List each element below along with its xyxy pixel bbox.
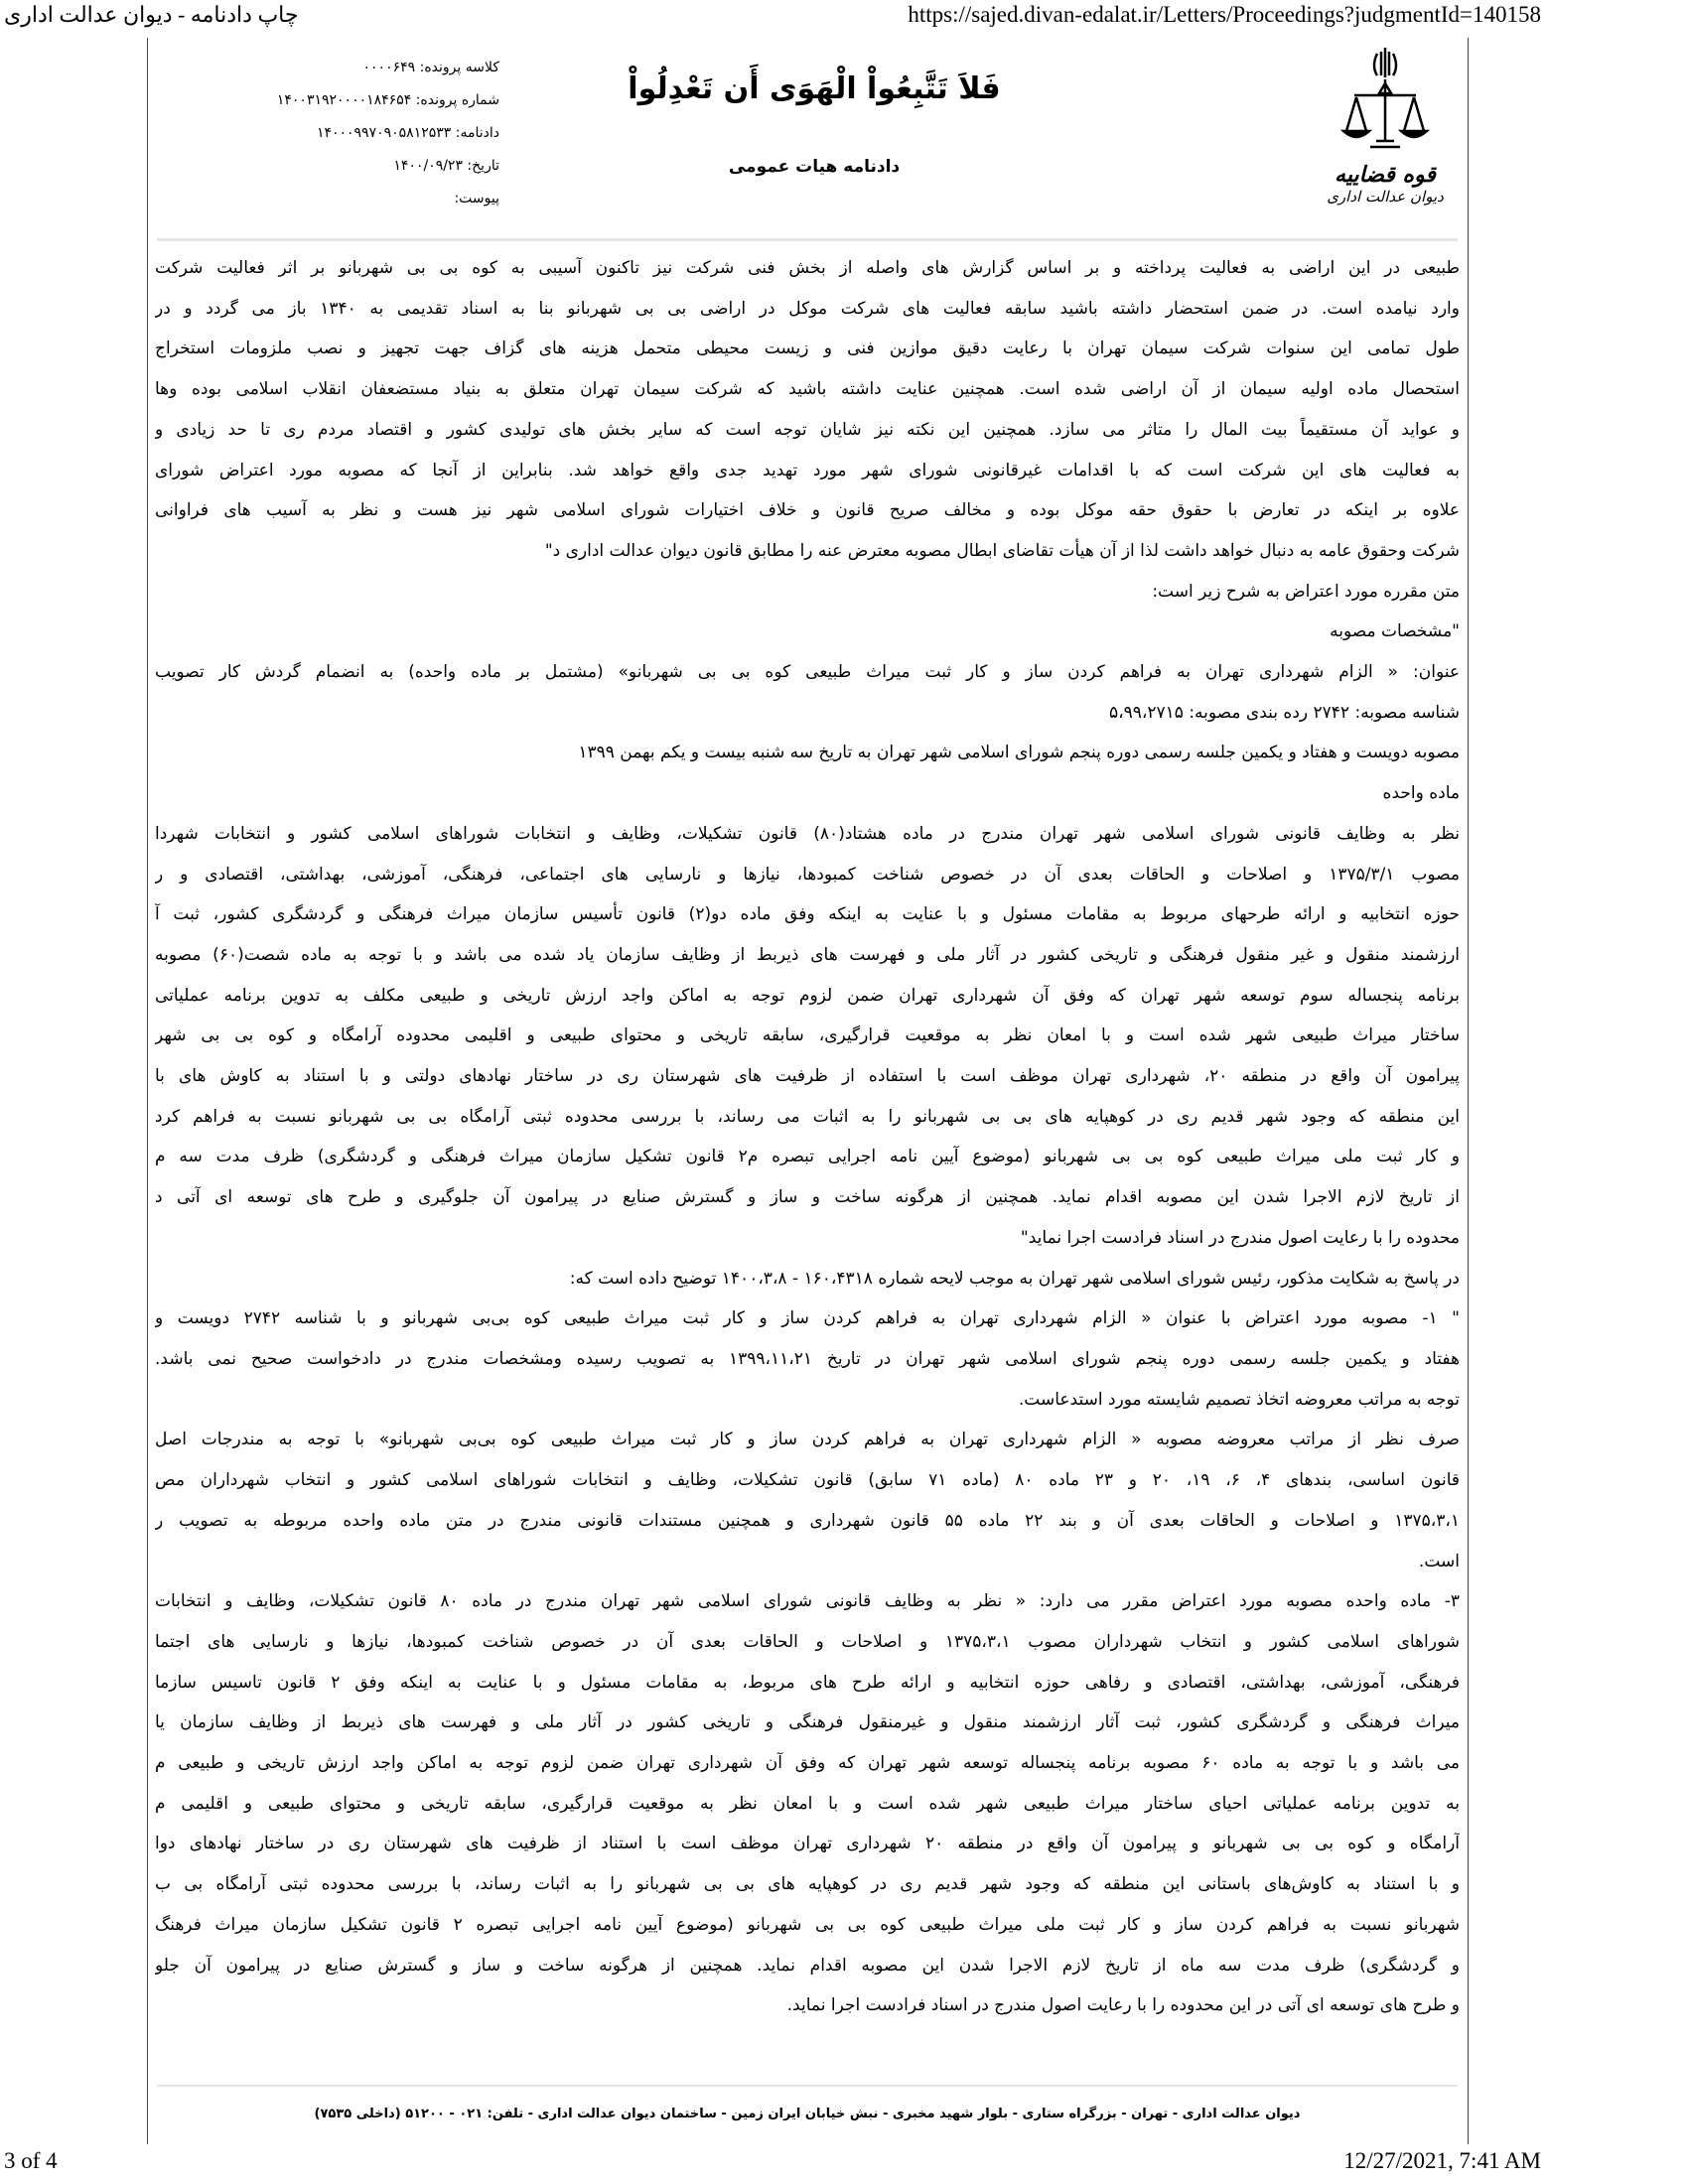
text-line: شهربانو نسبت به فراهم کردن ساز و کار ثبت ملی میراث طبیعی کوه بی بی شهربانو (موضوع آیین نامه اجرایی تبصره ۲ قانون تشکیل سازمان میراث فرهنگ [155,1914,1460,1935]
paragraph [155,773,1460,814]
text-line: در پاسخ به شکایت مذکور، رئیس شورای اسلامی شهر تهران به موجب لایحه شماره ۱۶۰،۴۳۱۸ - ۱۴۰۰،۳،۸ توضیح داده است که: [569,1268,1460,1289]
text-line: ارزشمند منقول و غیر منقول فرهنگی و تاریخی کشور در آثار ملی و فهرست های ذیربط از وظایف سازمان یاد شده می باشد و با توجه به ماده شصت(۶۰) مصوبه [155,944,1460,965]
text-line: به تدوین برنامه عملیاتی احیای ساختار میراث طبیعی شهر شده است و با امعان نظر به موقعیت قرارگیری، سابقه تاریخی و محتوای طبیعی و اقلیمی م [155,1793,1460,1814]
paragraph [155,733,1460,773]
footer-address: دیوان عدالت اداری - تهران - بزرگراه ستاری - بلوار شهید مخبری - نبش خیابان ایران زمین - ساختمان دیوان عدالت اداری - تلفن: ۰۲۱ - ۵۱۲۰۰ (داخلی ۷۵۳۵) [314,2107,1301,2121]
verdict-date: تاریخ: ۱۴۰۰/۰۹/۲۳ [393,158,499,174]
document-subtitle: دادنامه هیات عمومی [728,157,901,177]
text-line: این منطقه که وجود شهر قدیم ری در کوهپایه های بی بی شهربانو را به اثبات می رساند، با بررسی محدوده ثبتی آرامگاه بی بی شهربانو نسبت به فراهم کرد [155,1106,1460,1127]
paragraph [155,1581,1460,2026]
case-number: شماره پرونده: ۱۴۰۰۳۱۹۲۰۰۰۰۱۸۴۶۵۴ [276,92,499,108]
text-line: عنوان: « الزام شهرداری تهران به فراهم کردن ساز و کار ثبت میراث طبیعی کوه بی بی شهربانو» (مشتمل بر ماده واحده) به انضمام گردش کار تصویب [155,662,1460,683]
document-body [155,248,1460,2026]
text-line: شوراهای اسلامی کشور و انتخاب شهرداران مصوب ۱۳۷۵،۳،۱ و اصلاحات و الحاقات بعدی آن در خصوص شناخت کمبودها، نیازها و نارسایی های اجتما [155,1631,1460,1652]
text-line: از تاریخ لازم الاجرا شدن این مصوبه اقدام نماید. همچنین از هرگونه ساخت و ساز و گسترش صنایع در پیرامون آن جلوگیری و طرح های توسعه ای آتی د [155,1187,1460,1208]
paragraph [155,652,1460,733]
text-line: ماده واحده [1382,783,1460,804]
text-line: است. [1418,1551,1460,1571]
text-line: آرامگاه و کوه بی بی شهربانو و پیرامون آن واقع در منطقه ۲۰ شهرداری تهران موظف است با استناد از ظرفیت های شهرستان ری در ساختار نهادهای دوا [155,1834,1460,1854]
paragraph [155,1298,1460,1420]
header-divider [157,238,1458,241]
text-line: طبیعی در این اراضی به فعالیت پرداخته و بر اساس گزارش های واصله از بخش فنی شرکت نیز تاکنون آسیبی به کوه بی بی شهربانو بر اثر فعالیت شرکت [155,258,1460,278]
text-line: " ۱- مصوبه مورد اعتراض با عنوان « الزام شهرداری تهران به فراهم کردن ساز و کار ثبت میراث طبیعی کوه بی‌بی شهربانو و با شناسه ۲۷۴۲ دویست و [155,1308,1460,1329]
text-line: طول تمامی این سنوات شرکت سیمان تهران با رعایت دقیق موازین فنی و زیست محیطی متحمل هزینه های گزاف جهت تجهیز و نصب ملزومات استخراج [155,339,1460,359]
print-timestamp: 12/27/2021, 7:41 AM [1343,2148,1541,2173]
text-line: ۳- ماده واحده مصوبه مورد اعتراض مقرر می دارد: « نظر به وظایف قانونی شورای اسلامی شهر تهران مندرج در ماده ۸۰ قانون تشکیلات، وظایف و انتخابات [155,1591,1460,1612]
attachment: پیوست: [454,191,499,206]
text-line: علاوه بر اینکه در تعارض با حقوق حقه موکل بوده و مخالف صریح قانون و خلاف اختیارات شورای اسلامی شهر نیز هست و نظر به آسیب های فراوانی [155,500,1460,521]
text-line: میراث فرهنگی و گردشگری کشور، ثبت آثار ارزشمند منقول و غیرمنقول فرهنگی و تاریخی کشور در آثار ملی و فهرست های ذیربط از وظایف سازمان یا [155,1712,1460,1733]
paragraph [155,1259,1460,1299]
page-counter: 3 of 4 [4,2148,58,2173]
case-metadata [277,52,499,215]
footer-divider [157,2085,1458,2087]
paragraph [155,248,1460,572]
text-line: توجه به مراتب معروضه اتخاذ تصمیم شایسته مورد استدعاست. [1018,1389,1460,1410]
text-line: برنامه پنجساله سوم توسعه شهر تهران که وفق آن شهرداری تهران ضمن لزوم توجه به اماکن واجد ارزش تاریخی و طبیعی مکلف به تدوین برنامه عملیاتی [155,985,1460,1006]
paragraph [155,572,1460,613]
text-line: متن مقرره مورد اعتراض به شرح زیر است: [1152,581,1460,602]
text-line: وارد نیامده است. در ضمن استحضار داشته باشید سابقه فعالیت های شرکت موکل در اراضی بی بی شهربانو بنا به اسناد تقدیمی به ۱۳۴۰ باز می گردد و در [155,298,1460,319]
text-line: به فعالیت های این شرکت است که با اقدامات غیرقانونی شورای شهر مورد تهدید جدی واقع خواهد شد. بنابراین از آنجا که مصوبه مورد اعتراض شورای [155,460,1460,480]
text-line: هفتاد و یکمین جلسه رسمی دوره پنجم شورای اسلامی شهر تهران در تاریخ ۱۳۹۹،۱۱،۲۱ به تصویب رسیده ومشخصات مندرج در دادخواست صحیح نمی باشد. [155,1348,1460,1369]
text-line: و طرح های توسعه ای آتی در این محدوده را با رعایت اصول مندرج در اسناد فرادست اجرا نماید. [786,1995,1460,2016]
motto-verse: فَلاَ تَتَّبِعُواْ الْهَوَى أَن تَعْدِلُواْ [628,71,1001,106]
verdict-number: دادنامه: ۱۴۰۰۰۹۹۷۰۹۰۵۸۱۲۵۳۳ [316,125,499,141]
paragraph [155,814,1460,1259]
text-line: و کار ثبت ملی میراث طبیعی کوه بی بی شهربانو (موضوع آیین نامه اجرایی تبصره م۲ قانون تشکیل سازمان میراث فرهنگی و گردشگری) ظرف مدت سه م [155,1147,1460,1167]
text-line: "مشخصات مصوبه [1330,621,1460,642]
text-line: و عواید آن مستقیماً بیت المال را متاثر می سازد. همچنین این نکته نیز شایان توجه است که سایر بخش های تولیدی کشور و اقتصاد مردم ری تا حد زیادی و [155,419,1460,440]
text-line: ساختار میراث طبیعی شهر شده است و با امعان نظر به موقعیت قرارگیری، سابقه تاریخی و محتوای طبیعی و اقلیمی محدوده آرامگاه و کوه بی بی شهر [155,1025,1460,1046]
text-line: قانون اساسی، بندهای ۴، ۶، ۱۹، ۲۰ و ۲۳ ماده ۸۰ (ماده ۷۱ سابق) قانون تشکیلات، وظایف و انتخابات شوراهای اسلامی کشور و انتخاب شهرداران مص [155,1470,1460,1491]
text-line: صرف نظر از مراتب معروضه مصوبه « الزام شهرداری تهران به فراهم کردن ساز و کار ثبت میراث طبیعی کوه بی‌بی شهربانو» با توجه به مندرجات اصل [155,1430,1460,1450]
text-line: فرهنگی، آموزشی، بهداشتی، اقتصادی و رفاهی حوزه انتخابیه و ارائه طرح های مربوط، به مقامات مسئول و با عنایت به اینکه وفق ۲ قانون تاسیس سازما [155,1672,1460,1693]
paragraph [155,612,1460,652]
text-line: شناسه مصوبه: ۲۷۴۲ رده بندی مصوبه: ۵،۹۹،۲۷۱۵ [1109,702,1460,723]
text-line: و با استناد به کاوش‌های باستانی این منطقه که وجود شهر قدیم ری در کوهپایه های بی بی شهربانو را به اثبات رساند، با بررسی محدوده ثبتی آرامگاه بی ب [155,1874,1460,1895]
text-line: محدوده را با رعایت اصول مندرج در اسناد فرادست اجرا نماید" [1020,1227,1460,1248]
logo-line-2: دیوان عدالت اداری [1327,188,1444,205]
judiciary-logo [1326,44,1445,222]
text-line: می باشد و با توجه به ماده ۶۰ مصوبه برنامه پنجساله توسعه شهر تهران که وفق آن شهرداری تهران ضمن لزوم توجه به اماکن واجد ارزش تاریخی و طبیعی م [155,1753,1460,1774]
case-class: کلاسه پرونده: ۰۰۰۰۶۴۹ [362,60,499,75]
text-line: حوزه انتخابیه و ارائه طرحهای مربوط به مقامات مسئول و با عنایت به اینکه وفق ماده دو(۲) قانون تأسیس سازمان میراث فرهنگی و گردشگری کشور، ثبت آ [155,904,1460,925]
text-line: استحصال ماده اولیه سیمان از آن اراضی شده است. همچنین عنایت داشته باشید که شرکت سیمان تهران متعلق به بنیاد مستضعفان انقلاب اسلامی بوده وها [155,379,1460,400]
logo-line-1: قوه قضاییه [1335,163,1436,188]
text-line: شرکت وحقوق عامه به دنبال خواهد داشت لذا از آن هیأت تقاضای ابطال مصوبه معترض عنه را مطابق قانون دیوان عدالت اداری د" [544,540,1460,561]
paragraph [155,1420,1460,1581]
text-line: مصوبه دویست و هفتاد و یکمین جلسه رسمی دوره پنجم شورای اسلامی شهر تهران به تاریخ سه شنبه بیست و یکم بهمن ۱۳۹۹ [578,743,1460,763]
text-line: ۱۳۷۵،۳،۱ و اصلاحات و الحاقات بعدی آن و بند ۲۲ ماده ۵۵ قانون شهرداری و همچنین مستندات قانونی مندرج در متن ماده واحده مربوطه به تصویب ر [155,1510,1460,1531]
scales-of-justice-icon [1340,44,1430,163]
text-line: مصوب ۱۳۷۵/۳/۱ و اصلاحات و الحاقات بعدی آن در خصوص شناخت کمبودها، نیازها و نارسایی های اجتماعی، فرهنگی، آموزشی، بهداشتی، اقتصادی و ر [155,864,1460,885]
text-line: نظر به وظایف قانونی شورای اسلامی شهر تهران مندرج در ماده هشتاد(۸۰) قانون تشکیلات، وظایف و انتخابات شوراهای اسلامی کشور و انتخابات شهردا [155,823,1460,844]
text-line: و گردشگری) ظرف مدت سه ماه از تاریخ لازم الاجرا شدن این مصوبه اقدام نماید. همچنین از هرگونه ساخت و ساز و گسترش صنایع در پیرامون آن جلو [155,1955,1460,1976]
text-line: پیرامون آن واقع در منطقه ۲۰، شهرداری تهران موظف است با استفاده از ظرفیت های شهرستان ری در ساختار نهادهای دولتی و با استناد به کاوش های با [155,1066,1460,1087]
print-page-title: چاپ دادنامه - دیوان عدالت اداری [4,2,299,27]
page-url: https://sajed.divan-edalat.ir/Letters/Proceedings?judgmentId=140158 [908,2,1541,27]
